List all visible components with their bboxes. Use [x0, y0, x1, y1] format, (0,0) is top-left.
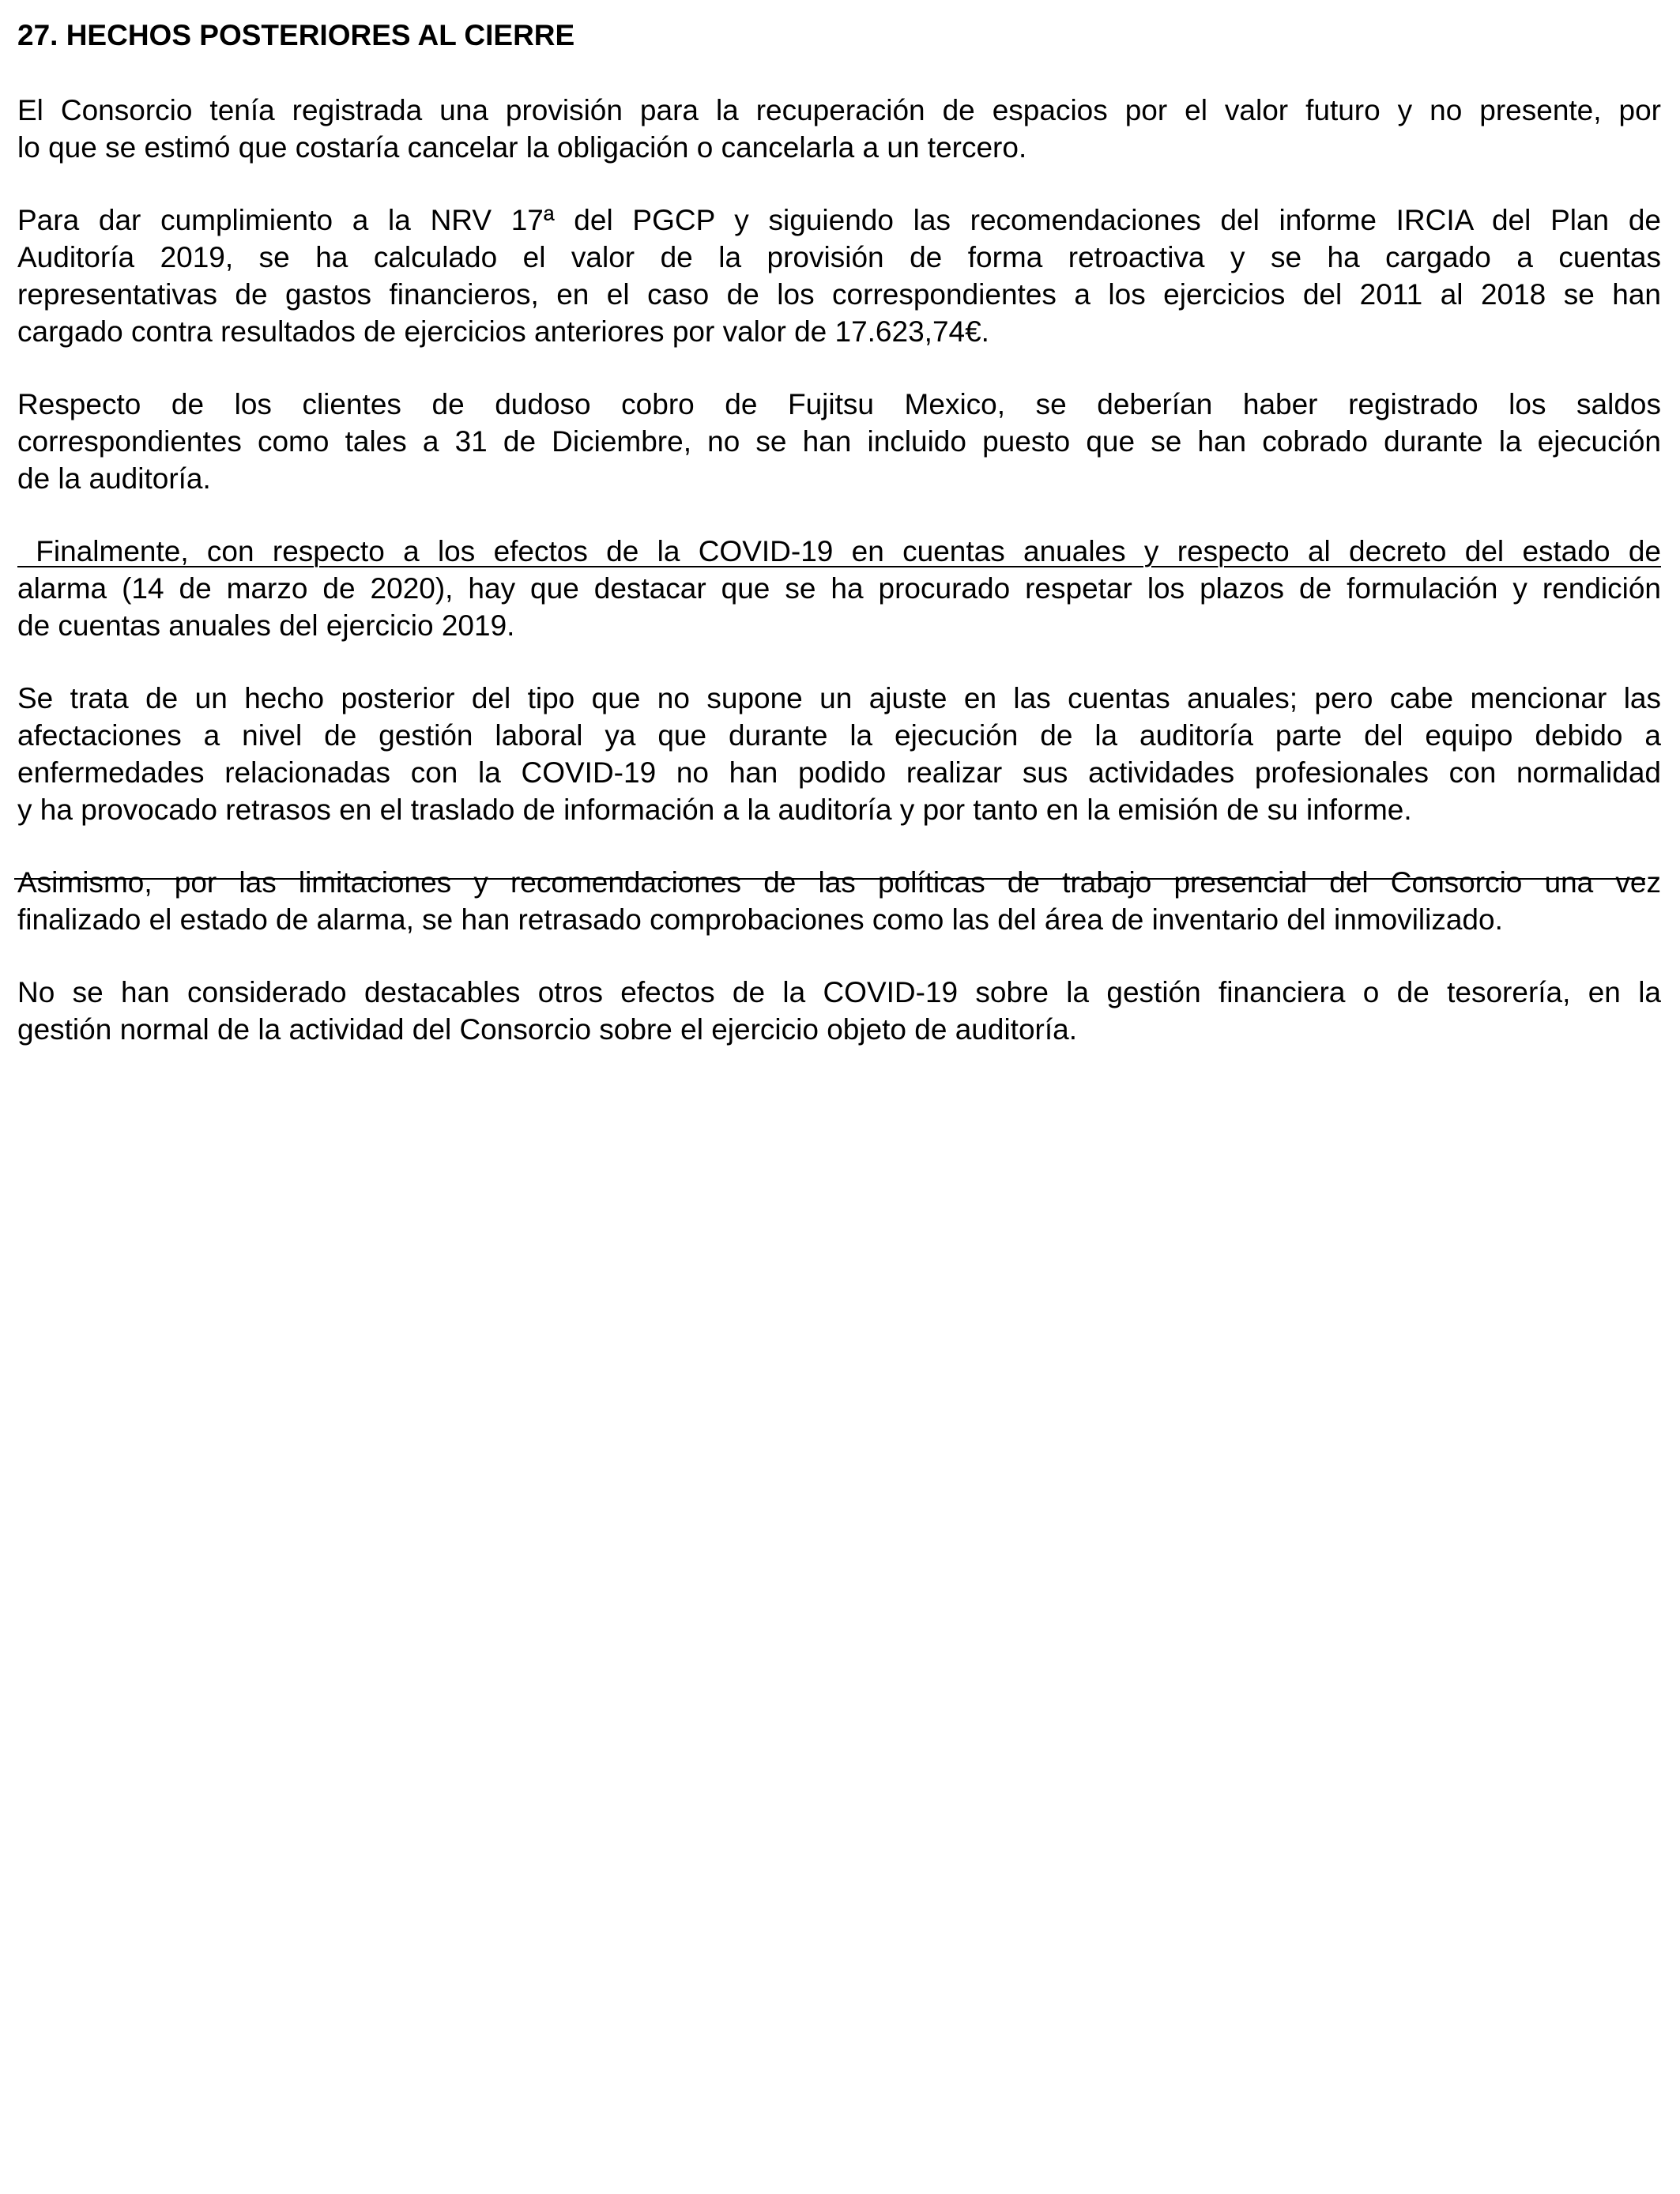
text-line: de la auditoría. — [17, 462, 211, 495]
paragraph-clientes — [17, 386, 1661, 497]
section-heading: 27. HECHOS POSTERIORES AL CIERRE — [17, 19, 575, 51]
paragraph-provision — [17, 92, 1661, 166]
text-line: cargado contra resultados de ejercicios anteriores por valor de 17.623,74€. — [17, 315, 989, 348]
text-line: correspondientes como tales a 31 de Diciembre, no se han incluido puesto que se han cobrado durante la ejecución — [17, 425, 1661, 458]
text-line: Finalmente, con respecto a los efectos de la COVID-19 en cuentas anuales y respecto al decreto del estado de — [17, 535, 1661, 567]
text-line: enfermedades relacionadas con la COVID-19 no han podido realizar sus actividades profesionales con normalidad — [17, 756, 1661, 789]
text-line: lo que se estimó que costaría cancelar la obligación o cancelarla a un tercero. — [17, 131, 1027, 164]
text-line: Respecto de los clientes de dudoso cobro de Fujitsu Mexico, se deberían haber registrado los saldos — [17, 388, 1661, 420]
text-line: finalizado el estado de alarma, se han retrasado comprobaciones como las del área de inventario del inmovilizado. — [17, 903, 1503, 936]
text-line: de cuentas anuales del ejercicio 2019. — [17, 609, 515, 642]
horizontal-rule — [14, 878, 1645, 880]
text-line: Asimismo, por las limitaciones y recomendaciones de las políticas de trabajo presencial del Consorcio una vez — [17, 866, 1661, 899]
text-line: Para dar cumplimiento a la NRV 17ª del PGCP y siguiendo las recomendaciones del informe IRCIA del Plan de — [17, 204, 1661, 236]
text-line: Se trata de un hecho posterior del tipo que no supone un ajuste en las cuentas anuales; pero cabe mencionar las — [17, 682, 1661, 714]
paragraph-hecho-posterior — [17, 680, 1661, 828]
paragraph-otros-efectos — [17, 974, 1661, 1048]
text-line: gestión normal de la actividad del Consorcio sobre el ejercicio objeto de auditoría. — [17, 1013, 1077, 1046]
paragraph-asimismo — [17, 864, 1661, 938]
document-page — [17, 17, 1661, 1084]
text-line: afectaciones a nivel de gestión laboral ya que durante la ejecución de la auditoría parte del equipo debido a — [17, 719, 1661, 752]
text-line: representativas de gastos financieros, en el caso de los correspondientes a los ejercicios del 2011 al 2018 se han — [17, 278, 1661, 311]
text-line: alarma (14 de marzo de 2020), hay que destacar que se ha procurado respetar los plazos de formulación y rendición — [17, 572, 1661, 605]
paragraph-nrv — [17, 202, 1661, 350]
text-line: No se han considerado destacables otros efectos de la COVID-19 sobre la gestión financiera o de tesorería, en la — [17, 976, 1661, 1008]
text-line: Auditoría 2019, se ha calculado el valor de la provisión de forma retroactiva y se ha cargado a cuentas — [17, 241, 1661, 273]
text-line: y ha provocado retrasos en el traslado de información a la auditoría y por tanto en la emisión de su informe. — [17, 794, 1412, 826]
text-line: El Consorcio tenía registrada una provisión para la recuperación de espacios por el valor futuro y no presente, por — [17, 94, 1661, 126]
paragraph-covid-plazos — [17, 533, 1661, 644]
